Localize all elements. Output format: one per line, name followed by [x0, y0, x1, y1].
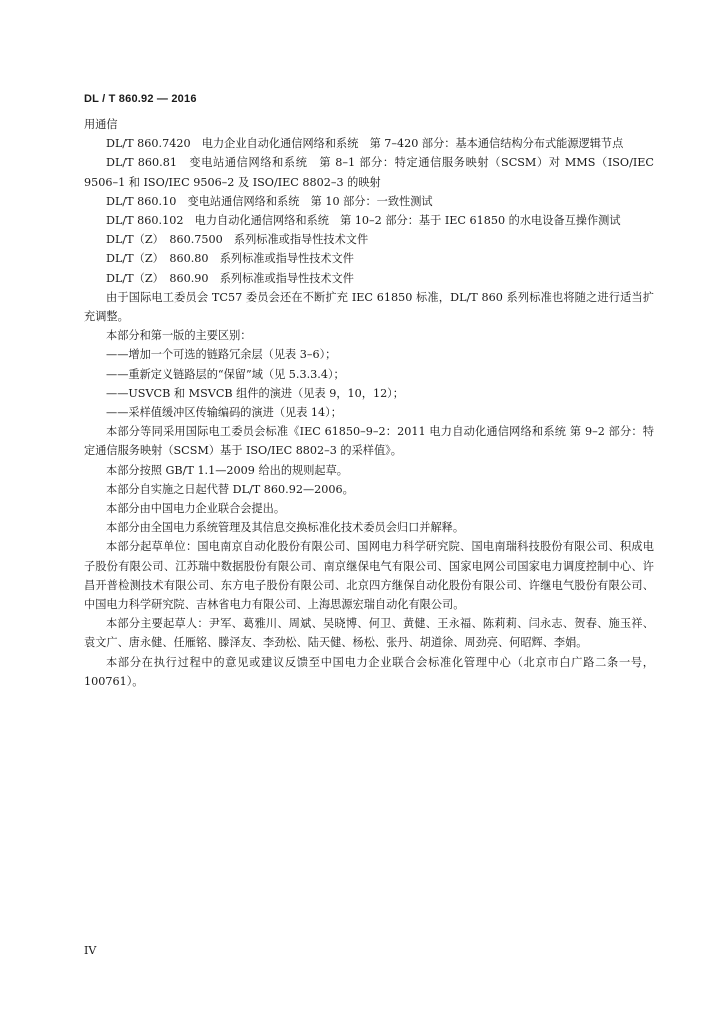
- expansion-note: 由于国际电工委员会 TC57 委员会还在不断扩充 IEC 61850 标准，DL/T 860 系列标准也将随之进行适当扩充调整。: [84, 290, 654, 324]
- differences-intro: 本部分和第一版的主要区别：: [106, 329, 252, 343]
- difference-item: ——增加一个可选的链路冗余层（见表 3–6）；: [106, 348, 337, 362]
- proposed-by: 本部分由中国电力企业联合会提出。: [106, 502, 286, 516]
- page-number: IV: [84, 944, 97, 957]
- difference-item: ——USVCB 和 MSVCB 组件的演进（见表 9，10，12）；: [106, 386, 404, 400]
- adoption-statement: 本部分等同采用国际电工委员会标准《IEC 61850–9–2：2011 电力自动化通信网络和系统 第 9–2 部分：特定通信服务映射（SCSM）基于 ISO/IEC 8802–3 的采样值》。: [84, 425, 654, 458]
- difference-item: ——重新定义链路层的“保留”域（见 5.3.3.4）；: [106, 367, 345, 381]
- reference-item: DL/T 860.7420 电力企业自动化通信网络和系统 第 7–420 部分：基本通信结构分布式能源逻辑节点: [106, 137, 624, 151]
- drafting-rule: 本部分按照 GB/T 1.1—2009 给出的规则起草。: [106, 463, 348, 477]
- reference-item: DL/T 860.102 电力自动化通信网络和系统 第 10–2 部分：基于 IEC 61850 的水电设备互操作测试: [106, 214, 621, 228]
- feedback-statement: 本部分在执行过程中的意见或建议反馈至中国电力企业联合会标准化管理中心（北京市白广路二条一号，100761）。: [84, 655, 654, 688]
- drafting-units: 本部分起草单位：国电南京自动化股份有限公司、国网电力科学研究院、国电南瑞科技股份有限公司、积成电子股份有限公司、江苏瑞中数据股份有限公司、南京继保电气有限公司、国家电网公司国家电力调度控制中心、许昌开普检测技术有限公司、东方电子股份有限公司、北京四方继保自动化股份有限公司、许继电气股份有限公司、中国电力科学研究院、吉林省电力有限公司、上海思源宏瑞自动化有限公司。: [84, 540, 654, 612]
- interpreted-by: 本部分由全国电力系统管理及其信息交换标准化技术委员会归口并解释。: [106, 521, 465, 535]
- replaces-statement: 本部分自实施之日起代替 DL/T 860.92—2006。: [106, 482, 354, 496]
- standard-number-header: DL / T 860.92 — 2016: [84, 93, 197, 105]
- reference-item: DL/T（Z） 860.80 系列标准或指导性技术文件: [106, 252, 354, 266]
- drafters: 本部分主要起草人：尹军、葛雅川、周斌、吴晓博、何卫、黄健、王永福、陈莉莉、闫永志、贺春、施玉祥、袁文广、唐永健、任雁铭、滕泽友、李劲松、陆天健、杨松、张丹、胡道徐、周劲亮、何昭辉、李娟。: [84, 617, 654, 650]
- difference-item: ——采样值缓冲区传输编码的演进（见表 14）；: [106, 406, 342, 420]
- continuation-text: 用通信: [84, 118, 118, 131]
- reference-item: DL/T（Z） 860.90 系列标准或指导性技术文件: [106, 271, 354, 285]
- reference-item: DL/T 860.10 变电站通信网络和系统 第 10 部分：一致性测试: [106, 194, 433, 208]
- reference-item: DL/T 860.81 变电站通信网络和系统 第 8–1 部分：特定通信服务映射（SCSM）对 MMS（ISO/IEC 9506–1 和 ISO/IEC 9506–2 及 ISO/IEC 8802–3 的映射: [84, 156, 654, 189]
- foreword-body: [84, 115, 654, 691]
- reference-item: DL/T（Z） 860.7500 系列标准或指导性技术文件: [106, 233, 369, 247]
